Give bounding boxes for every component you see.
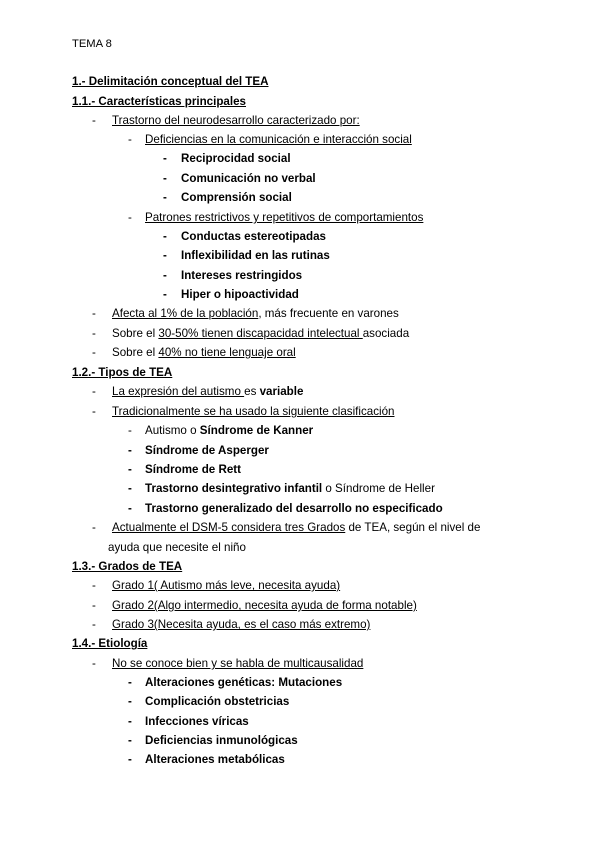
dash-bullet: -	[128, 753, 132, 766]
list-item	[163, 269, 302, 283]
list-item	[128, 133, 412, 147]
dash-bullet: -	[92, 114, 96, 127]
list-item: - Síndrome de Rett	[128, 463, 241, 476]
list-item-text: Comunicación no verbal	[181, 172, 316, 185]
list-item: - Sobre el 40% no tiene lenguaje oral	[92, 346, 296, 359]
dash-bullet: -	[163, 172, 167, 185]
dash-bullet: -	[92, 618, 96, 631]
list-item: - Actualmente el DSM-5 considera tres Grados de TEA, según el nivel de	[92, 521, 481, 534]
list-item	[163, 191, 292, 205]
dash-bullet: -	[163, 191, 167, 204]
subsection-title-grados: 1.3.- Grados de TEA	[72, 560, 183, 573]
list-item: - Autismo o Síndrome de Kanner	[128, 424, 314, 437]
list-item: - Afecta al 1% de la población, más frecuente en varones	[92, 307, 399, 320]
dash-bullet: -	[163, 249, 167, 262]
dash-bullet: -	[128, 734, 132, 747]
list-item	[163, 230, 326, 244]
list-item: - Infecciones víricas	[128, 715, 249, 728]
dash-bullet: -	[163, 230, 167, 243]
list-item-text: Conductas estereotipadas	[181, 230, 326, 243]
list-item-text: Comprensión social	[181, 191, 292, 204]
dash-bullet: -	[128, 133, 132, 146]
dash-bullet: -	[128, 444, 132, 457]
dash-bullet: -	[92, 307, 96, 320]
list-item: - La expresión del autismo es variable	[92, 385, 304, 398]
subsection-title-tipos: 1.2.- Tipos de TEA	[72, 366, 173, 379]
list-item-text: Patrones restrictivos y repetitivos de comportamientos	[145, 211, 424, 224]
dash-bullet: -	[92, 579, 96, 592]
list-item: - Sobre el 30-50% tienen discapacidad intelectual asociada	[92, 327, 410, 340]
list-item-text: Hiper o hipoactividad	[181, 288, 299, 301]
list-item	[163, 249, 330, 263]
list-item: - Tradicionalmente se ha usado la siguiente clasificación	[92, 405, 395, 418]
dash-bullet: -	[128, 715, 132, 728]
list-item-text: Trastorno del neurodesarrollo caracterizado por:	[112, 114, 360, 127]
list-item: - Grado 2(Algo intermedio, necesita ayuda de forma notable)	[92, 599, 417, 612]
dash-bullet: -	[128, 676, 132, 689]
dash-bullet: -	[128, 482, 132, 495]
subsection-title-etiologia: 1.4.- Etiología	[72, 637, 148, 650]
list-item	[128, 211, 423, 225]
list-item	[163, 288, 299, 302]
list-item-text: Intereses restringidos	[181, 269, 303, 282]
dash-bullet: -	[128, 424, 132, 437]
list-item: - Trastorno generalizado del desarrollo no especificado	[128, 502, 443, 515]
list-item-text: Reciprocidad social	[181, 152, 291, 165]
dash-bullet: -	[92, 385, 96, 398]
list-item: - Deficiencias inmunológicas	[128, 734, 298, 747]
list-item: - Grado 3(Necesita ayuda, es el caso más extremo)	[92, 618, 371, 631]
list-item: - Grado 1( Autismo más leve, necesita ayuda)	[92, 579, 341, 592]
dash-bullet: -	[128, 695, 132, 708]
list-item-text: Inflexibilidad en las rutinas	[181, 249, 330, 262]
dash-bullet: -	[128, 211, 132, 224]
dash-bullet: -	[163, 152, 167, 165]
list-item-continuation: ayuda que necesite el niño	[108, 541, 246, 554]
dash-bullet: -	[92, 327, 96, 340]
list-item: - Síndrome de Asperger	[128, 444, 269, 457]
list-item	[163, 172, 316, 186]
dash-bullet: -	[92, 657, 96, 670]
dash-bullet: -	[92, 346, 96, 359]
dash-bullet: -	[92, 521, 96, 534]
subsection-title-caracteristicas: 1.1.- Características principales	[72, 95, 246, 108]
list-item: - Alteraciones metabólicas	[128, 753, 285, 766]
dash-bullet: -	[163, 269, 167, 282]
list-item: - Complicación obstetricias	[128, 695, 290, 708]
document-header: TEMA 8	[72, 38, 112, 50]
list-item: - No se conoce bien y se habla de multicausalidad	[92, 657, 364, 670]
list-item	[163, 152, 291, 166]
list-item: - Trastorno desintegrativo infantil o Síndrome de Heller	[128, 482, 435, 495]
list-item-text: Deficiencias en la comunicación e interacción social	[145, 133, 412, 146]
list-item: - Alteraciones genéticas: Mutaciones	[128, 676, 343, 689]
dash-bullet: -	[128, 502, 132, 515]
section-title: 1.- Delimitación conceptual del TEA	[72, 75, 269, 88]
dash-bullet: -	[92, 599, 96, 612]
dash-bullet: -	[92, 405, 96, 418]
dash-bullet: -	[128, 463, 132, 476]
dash-bullet: -	[163, 288, 167, 301]
list-item	[92, 114, 360, 128]
